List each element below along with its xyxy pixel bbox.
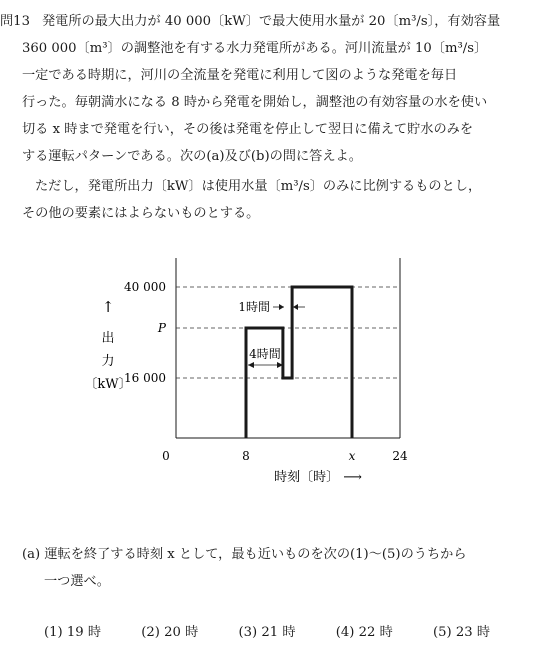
chart-frame — [176, 258, 400, 438]
y-label-char: ↑ — [101, 298, 115, 316]
dashed-guides — [176, 287, 400, 378]
answer-choices — [44, 621, 526, 640]
problem-line: 切る x 時まで発電を行い，その後は発電を停止して翌日に備えて貯水のみを — [22, 122, 474, 137]
one-hour-arrowhead-right — [293, 304, 298, 310]
one-hour-arrowhead-left — [279, 304, 284, 310]
x-axis-label: 時刻〔時〕 ⟶ — [274, 470, 362, 485]
note-line: ただし，発電所出力〔kW〕は使用水量〔m³/s〕のみに比例するものとし， — [35, 179, 482, 194]
choice-5[interactable]: (5) 23 時 — [433, 625, 491, 640]
x-tick-label: 0 — [162, 449, 170, 463]
one-hour-label: 1時間 — [238, 300, 270, 314]
note-line: その他の要素にはよらないものとする。 — [22, 206, 260, 221]
y-tick-label: 40 000 — [124, 280, 166, 294]
choice-3[interactable]: (3) 21 時 — [238, 625, 296, 640]
y-tick-label: P — [157, 321, 166, 335]
question-a — [22, 541, 467, 595]
choice-2[interactable]: (2) 20 時 — [141, 625, 199, 640]
y-axis-label — [84, 298, 131, 392]
four-hours-arrowhead-left — [248, 362, 254, 368]
problem-line: 行った。毎朝満水になる 8 時から発電を開始し，調整池の有効容量の水を使い — [22, 95, 488, 110]
y-tick-label: 16 000 — [124, 371, 166, 385]
x-tick-label: 24 — [392, 449, 408, 463]
problem-line: 発電所の最大出力が 40 000〔kW〕で最大使用水量が 20〔m³/s〕，有効容量 — [42, 14, 501, 29]
problem-number: 問13 — [0, 14, 30, 29]
x-tick-label: x — [348, 449, 356, 463]
four-hours-label: 4時間 — [249, 347, 281, 361]
x-tick-label: 8 — [242, 449, 250, 463]
choice-1[interactable]: (1) 19 時 — [44, 625, 102, 640]
y-label-char: 出 — [101, 331, 115, 346]
duration-annotations — [238, 299, 305, 368]
problem-line: 一定である時期に，河川の全流量を発電に利用して図のような発電を毎日 — [22, 68, 458, 83]
question-a-line: 一つ選べ。 — [44, 574, 110, 589]
question-a-line: (a) 運転を終了する時刻 x として，最も近いものを次の(1)～(5)のうちから — [22, 547, 467, 562]
problem-line: 360 000〔m³〕の調整池を有する水力発電所がある。河川流量が 10〔m³/s〕 — [22, 41, 488, 56]
y-label-char: 力 — [101, 354, 115, 369]
problem-line: する運転パターンである。次の(a)及び(b)の問に答えよ。 — [22, 149, 362, 164]
choice-4[interactable]: (4) 22 時 — [335, 625, 393, 640]
y-label-char: 〔kW〕 — [84, 377, 132, 392]
